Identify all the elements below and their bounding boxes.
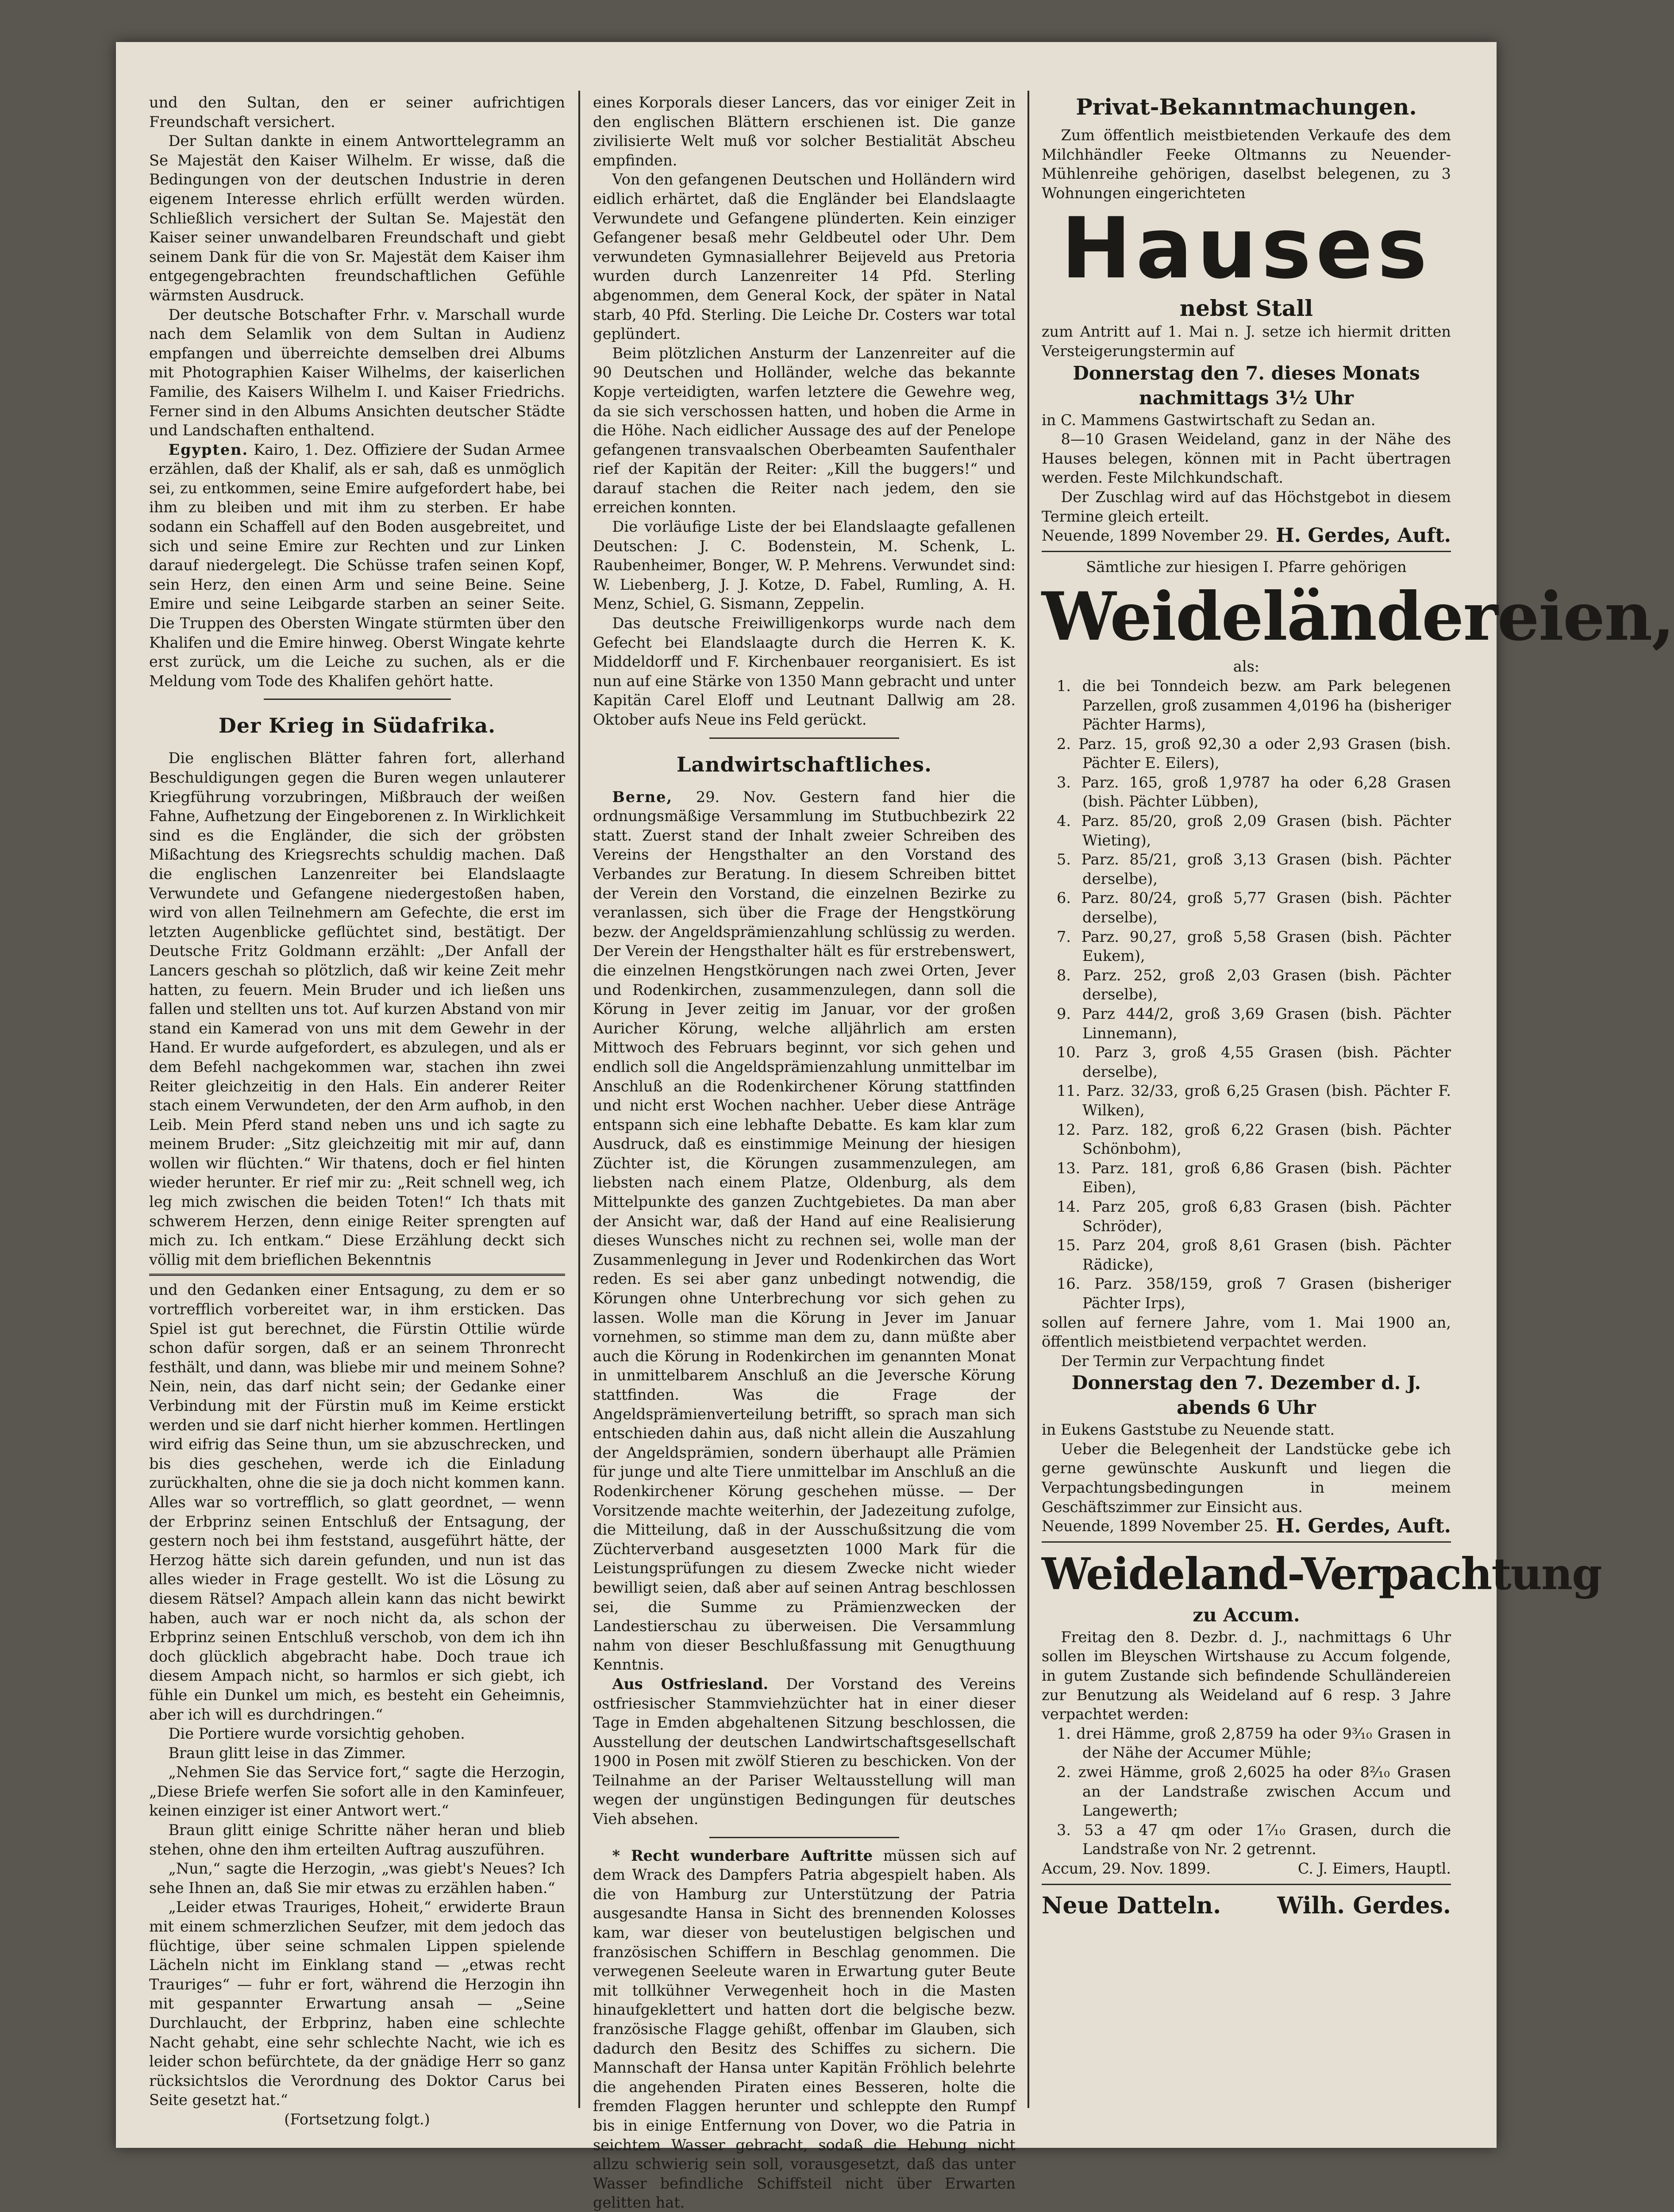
ad1-time: nachmittags 3½ Uhr [1139,387,1354,409]
ad2-place: Neuende, 1899 November 25. [1042,1517,1268,1535]
land-heading: Landwirtschaftliches. [676,752,932,776]
list-item: 8. Parz. 252, groß 2,03 Grasen (bish. Pächter derselbe), [1057,966,1451,1003]
list-item: 2. zwei Hämme, groß 2,6025 ha oder 8²⁄₁₀ Grasen an der Landstraße zwischen Accum und Langewerth; [1057,1763,1451,1820]
recht-text: müssen sich auf dem Wrack des Dampfers Patria abgespielt haben. Als die von Hamburg zur Unterstützung der Patria ausgesandte Hansa in Sicht des brennenden Kolosses kam, war dieser von beutelustigen belgischen und französischen Schiffern in Beschlag genommen. Die verwegenen Seeleute waren in Erwartung guter Beute mit tollkühner Verwegenheit hoch in die Masten hinaufgeklettert und hatten dort die belgische bezw. französische Flagge gehißt, offenbar im Glauben, sich dadurch den Besitz des Schiffes zu sichern. Die Mannschaft der Hansa unter Kapitän Fröhlich belehrte die angehenden Piraten eines Besseren, holte die fremden Flaggen herunter und schleppte den Rumpf bis in einige Entfernung von Dover, wo die Patria in seichtem Wasser gebracht, sodaß die Hebung nicht allzu schwierig sein soll, vorausgesetzt, daß das unter Wasser befindliche Schiffsteil nicht über Erwarten gelitten hat. [593,1847,1016,2212]
ad2-als: als: [1233,658,1260,676]
paragraph: Braun glitt leise in das Zimmer. [168,1744,406,1762]
ad3-signer: C. J. Eimers, Hauptl. [1297,1859,1451,1877]
ad2-parcel-list [1042,676,1451,1313]
ad1-signature [1042,526,1451,545]
paragraph: Die Portiere wurde vorsichtig gehoben. [168,1725,465,1743]
ad1-text: 8—10 Grasen Weideland, ganz in der Nähe des Hauses belegen, können mit in Pacht übertragen werden. Feste Milchkundschaft. [1042,430,1451,487]
ad1-date: Donnerstag den 7. dieses Monats [1073,362,1420,384]
ost-text: Der Vorstand des Vereins ostfriesischer Stammviehzüchter hat in einer dieser Tage in Emden abgehaltenen Sitzung beschlossen, die Ausstellung der deutschen Landwirtschaftsgesellschaft 1900 in Posen mit zwölf Stieren zu beschicken. Von der Teilnahme an der Pariser Weltausstellung will man wegen der ungünstigen Bedingungen für deutsches Vieh absehen. [593,1675,1016,1828]
list-item: 6. Parz. 80/24, groß 5,77 Grasen (bish. Pächter derselbe), [1057,889,1451,926]
list-item: 4. Parz. 85/20, groß 2,09 Grasen (bish. Pächter Wieting), [1057,812,1451,849]
list-item: 7. Parz. 90,27, groß 5,58 Grasen (bish. Pächter Eukem), [1057,928,1451,965]
column-3 [1042,93,1674,2101]
paragraph: Von den gefangenen Deutschen und Holländern wird eidlich erhärtet, daß die Engländer bei Elandslaagte Verwundete und Gefangene plünderten. Kein einziger Gefangener besaß mehr Geldbeutel oder Uhr. Dem verwundeten Gymnasiallehrer Beijeveld aus Pretoria wurden durch Lanzenreiter 14 Pfd. Sterling abgenommen, dem General Kock, der später in Natal starb, 40 Pfd. Sterling. Die Leiche Dr. Costers war total geplündert. [593,171,1016,343]
paragraph: „Nehmen Sie das Service fort,“ sagte die Herzogin, „Diese Briefe werfen Sie sofort alle in den Kaminfeuer, keinen einziger ist einer Antwort wert.“ [149,1763,565,1820]
berne-text: 29. Nov. Gestern fand hier die ordnungsmäßige Versammlung im Stutbuchbezirk 22 statt. Zuerst stand der Inhalt zweier Schreiben des Vereins der Hengsthalter an den Vorstand des Verbandes zur Beratung. In diesem Schreiben bittet der Verein den Vorstand, die einzelnen Bezirke zu veranlassen, sich über die Frage der Hengstkörung bezw. der Angeldsprämienzahlung schlüssig zu werden. Der Verein der Hengsthalter hält es für erstrebenswert, die einzelnen Hengstkörungen nach zwei Orten, Jever und Rodenkirchen, zusammenzulegen, dann soll die Körung in Jever zeitig im Januar, vor der großen Auricher Körung, welche alljährlich am ersten Mittwoch des Februars beginnt, vor sich gehen und endlich soll die Angeldsprämienzahlung unmittelbar im Anschluß an die Rodenkirchener Körung stattfinden und nicht erst Wochen nachher. Ueber diese Anträge entspann sich eine lebhafte Debatte. Es kam klar zum Ausdruck, daß es einstimmige Meinung der hiesigen Züchter ist, die Körungen zusammenzulegen, am liebsten nach einem Platze, Oldenburg, als dem Mittelpunkte des ganzen Zuchtgebietes. Da man aber der Ansicht war, daß der Hand auf eine Realisierung dieses Wunsches nicht zu rechnen sei, wolle man der Zusammenlegung in Jever und Rodenkirchen das Wort reden. Es sei aber ganz unbedingt notwendig, die Körungen ohne Unterbrechung vor sich gehen zu lassen. Wolle man die Körung in Jever im Januar vornehmen, so stimme man dem zu, dann müßte aber auch die Körung in Rodenkirchen im genannten Monat in unmittelbarem Anschluß an die Jeversche Körung stattfinden. Was die Frage der Angeldsprämienverteilung betrifft, so sprach man sich entschieden dahin aus, daß nicht allein die Auszahlung der Angeldsprämien, sondern überhaupt alle Prämien für junge und alte Tiere unmittelbar im Anschluß an die Rodenkirchener Körung geschehen müsse. — Der Vorsitzende machte weiterhin, der Jadezeitung zufolge, die Mitteilung, daß in der Ausschußsitzung die vom Züchterverband ausgesetzten 1000 Mark für die Leistungsprüfungen zu diesem Zwecke nicht wieder bewilligt seien, daß aber auf seinen Antrag beschlossen sei, die Summe zu Prämienzwecken der Landestierschau zu überweisen. Die Versammlung nahm von dieser Beschlußfassung mit Genugthuung Kenntnis. [593,788,1016,1674]
list-item: 11. Parz. 32/33, groß 6,25 Grasen (bish. Pächter F. Wilken), [1057,1082,1451,1119]
ad1-big-title: Hauses [1061,200,1432,298]
column-rule [1027,91,1029,2108]
ad2-big-title: Weideländereien, [1042,578,1674,656]
ad1-text: Der Zuschlag wird auf das Höchstgebot in diesem Termine gleich erteilt. [1042,488,1451,525]
ad1-nebst: nebst Stall [1179,295,1313,322]
paragraph: Beim plötzlichen Ansturm der Lanzenreiter auf die 90 Deutschen und Holländer, welche das bekannte Kopje verteidigten, warfen letztere die Gewehre weg, da sie sich verschossen hatten, und hoben die Arme in die Höhe. Nach eidlicher Aussage des auf der Penelope gefangenen transvaalschen Oberbeamten Saufenthaler rief der Kapitän der Reiter: „Kill the buggers!“ und darauf stachen die Reiter nach jedem, den sie erreichen konnten. [593,344,1016,516]
list-item: 2. Parz. 15, groß 92,30 a oder 2,93 Grasen (bish. Pächter E. Eilers), [1057,735,1451,772]
column-rule [578,91,580,2108]
egypt-text: Kairo, 1. Dez. Offiziere der Sudan Armee erzählen, daß der Khalif, als er sah, daß es unmöglich sei, zu entkommen, seine Emire aufgefordert habe, bei ihm zu bleiben und mit ihm zu sterben. Er habe sodann ein Schaffell auf den Boden ausgebreitet, und sich und seine Emire zur Rechten und zur Linken darauf niedergelegt. Die Schüsse trafen seinen Kopf, sein Herz, den einen Arm und seine Beine. Seine Emire und seine Leibgarde starben an seiner Seite. Die Truppen des Obersten Wingate stürmten über den Khalifen und die Emire hinweg. Oberst Wingate kehrte erst zurück, um die Leiche zu suchen, als er die Meldung vom Tode des Khalifen gehört hatte. [149,441,565,690]
paragraph: eines Korporals dieser Lancers, das vor einiger Zeit in den englischen Blättern erschienen ist. Die ganze zivilisierte Welt muß vor solcher Bestialität Abscheu empfinden. [593,94,1016,169]
ad2-text: Ueber die Belegenheit der Landstücke gebe ich gerne gewünschte Auskunft und liegen die Verpachtungsbedingungen in meinem Geschäftszimmer zur Einsicht aus. [1042,1440,1451,1516]
list-item: 1. drei Hämme, groß 2,8759 ha oder 9³⁄₁₀ Grasen in der Nähe der Accumer Mühle; [1057,1724,1451,1762]
recht-lead: * Recht wunderbare Auftritte [612,1847,873,1864]
paragraph: Die englischen Blätter fahren fort, allerhand Beschuldigungen gegen die Buren wegen unlauterer Kriegführung vorzubringen, Mißbrauch der weißen Fahne, Aufhetzung der Eingeborenen z. In Wirklichkeit sind es die Engländer, die sich der gröbsten Mißachtung des Kriegsrechts schuldig machen. Daß die englischen Lanzenreiter bei Elandslaagte Verwundete und Gefangene niedergestoßen haben, wird von allen Teilnehmern am Gefechte, die erst im letzten Augenblicke geflüchtet sind, bestätigt. Der Deutsche Fritz Goldmann erzählt: „Der Anfall der Lancers geschah so plötzlich, daß wir keine Zeit mehr hatten, zu feuern. Mein Bruder und ich ließen uns fallen und stellten uns tot. Auf kurzen Abstand von mir stand ein Kamerad von uns mit dem Gewehr in der Hand. Er wurde aufgefordert, es abzulegen, und als er dem Befehl nachgekommen war, stachen ihn zwei Reiter gleichzeitig in den Hals. Ein anderer Reiter stach einem Verwundeten, der den Arm aufhob, in den Leib. Mein Pferd stand neben uns und ich sagte zu meinem Bruder: „Sitz gleichzeitig mit mir auf, dann wollen wir flüchten.“ Wir thatens, doch er fiel hinten wieder herunter. Er rief mir zu: „Reit schnell weg, ich leg mich zwischen die beiden Toten!“ Ich thats mit schwerem Herzen, denn einige Reiter sprengten auf mich zu. Ich entkam.“ Diese Erzählung deckt sich völlig mit dem brieflichen Bekenntnis [149,749,565,1268]
ad2-text: Der Termin zur Verpachtung findet [1061,1352,1325,1370]
ad3-big-title: Weideland-Verpachtung [1042,1548,1601,1600]
ad1-place: Neuende, 1899 November 29. [1042,527,1268,545]
ad3-place: Accum, 29. Nov. 1899. [1042,1859,1211,1877]
ad2-time: abends 6 Uhr [1177,1397,1316,1419]
berne-paragraph [593,787,1016,1674]
ad-divider [1042,1884,1451,1885]
ost-lead: Aus Ostfriesland. [612,1675,769,1693]
paragraph: und den Gedanken einer Entsagung, zu dem er so vortrefflich vorbereitet war, in ihm ersticken. Das Spiel ist gut berechnet, die Fürstin Ottilie würde schon dafür sorgen, daß er an seinem Thronrecht festhält, und dann, was bliebe mir und meinem Sohne? Nein, nein, das darf nicht sein; der Gedanke einer Verbindung mit der Fürstin muß im Keime erstickt werden und sie darf nicht hierher kommen. Hertlingen wird eifrig das Seine thun, um sie abzuschrecken, und bis dies geschehen, werde ich die Einladung zurückhalten, ohne die sie ja doch nicht kommen kann. Alles war so vortrefflich, so glatt geordnet, — wenn der Erbprinz seinen Entschluß der Entsagung, der gestern noch bei ihm feststand, ausgeführt hätte, der Herzog hätte sich darein gefunden, und nun ist das alles wieder in Frage gestellt. Wo ist die Lösung zu diesem Rätsel? Ampach allein kann das nicht bewirkt haben, auch war er noch nicht da, als schon der Erbprinz seinen Entschluß verschob, von dem ich ihn doch glücklich abgebracht habe. Doch traue ich diesem Ampach nicht, so harmlos er sich giebt, ich fühle ein Dunkel um mich, es besteht ein Geheimnis, aber ich will es durchdringen.“ [149,1281,565,1723]
divider [264,699,451,700]
krieg-heading: Der Krieg in Südafrika. [218,714,496,738]
footer-left: Neue Datteln. [1042,1892,1221,1919]
list-item: 1. die bei Tonndeich bezw. am Park belegenen Parzellen, groß zusammen 4,0196 ha (bisheriger Pächter Harms), [1057,677,1451,733]
ads-title: Privat-Bekanntmachungen. [1076,94,1417,120]
paragraph: Der Sultan dankte in einem Antworttelegramm an Se Majestät den Kaiser Wilhelm. Er wisse, daß die Bedingungen von der deutschen Industrie in deren eigenem Interesse ehrlich erfüllt werden würden. Schließlich versichert der Sultan Se. Majestät den Kaiser seiner unwandelbaren Freundschaft und giebt seinem Dank für die von Sr. Majestät dem Kaiser ihm entgegengebrachten freundschaftlichen Gefühle wärmsten Ausdruck. [149,132,565,304]
list-item: 14. Parz 205, groß 6,83 Grasen (bish. Pächter Schröder), [1057,1198,1451,1235]
ad1-text: in C. Mammens Gastwirtschaft zu Sedan an. [1042,411,1376,429]
ad2-date: Donnerstag den 7. Dezember d. J. [1071,1372,1421,1394]
list-item: 5. Parz. 85/21, groß 3,13 Grasen (bish. Pächter derselbe), [1057,851,1451,887]
list-item: 10. Parz 3, groß 4,55 Grasen (bish. Pächter derselbe), [1057,1044,1451,1080]
list-item: 13. Parz. 181, groß 6,86 Grasen (bish. Pächter Eiben), [1057,1159,1451,1196]
paragraph: Der deutsche Botschafter Frhr. v. Marschall wurde nach dem Selamlik von dem Sultan in Audienz empfangen und überreichte demselben drei Albums mit Photographien Kaiser Wilhelms, der kaiserlichen Familie, des Kaisers Wilhelm I. und Kaiser Friedrichs. Ferner sind in den Albums Ansichten deutscher Städte und Landschaften enthaltend. [149,306,565,439]
ost-paragraph [593,1674,1016,1829]
paragraph: Die vorläufige Liste der bei Elandslaagte gefallenen Deutschen: J. C. Bodenstein, M. Schenk, L. Raubenheimer, Bonger, W. P. Mehrens. Verwundet sind: W. Liebenberg, J. J. Kotze, D. Fabel, Rumling, A. H. Menz, Schiel, G. Sismann, Zeppelin. [593,518,1016,613]
footer-ad [1042,1890,1451,1921]
ad3-signature [1042,1859,1451,1878]
egypt-paragraph [149,440,565,691]
continued-note: (Fortsetzung folgt.) [284,2110,430,2128]
list-item: 9. Parz 444/2, groß 3,69 Grasen (bish. Pächter Linnemann), [1057,1005,1451,1042]
ad1-signer: H. Gerdes, Auft. [1276,524,1451,547]
ad2-intro: Sämtliche zur hiesigen I. Pfarre gehörigen [1086,558,1407,576]
list-item: 16. Parz. 358/159, groß 7 Grasen (bisheriger Pächter Irps), [1057,1275,1451,1312]
ad3-subtitle: zu Accum. [1193,1604,1300,1626]
list-item: 3. Parz. 165, groß 1,9787 ha oder 6,28 Grasen (bish. Pächter Lübben), [1057,773,1451,810]
ad1-intro: Zum öffentlich meistbietenden Verkaufe des dem Milchhändler Feeke Oltmanns zu Neuender-Mühlenreihe gehörigen, daselbst belegenen, zu 3 Wohnungen eingerichteten [1042,127,1451,202]
feuilleton-divider [149,1274,565,1276]
divider [709,737,900,739]
list-item: 3. 53 a 47 qm oder 1⁷⁄₁₀ Grasen, durch die Landstraße von Nr. 2 getrennt. [1057,1821,1451,1858]
recht-paragraph [593,1846,1016,2212]
newspaper-page [116,42,1674,2212]
ad3-text: Freitag den 8. Dezbr. d. J., nachmittags 6 Uhr sollen im Bleyschen Wirtshause zu Accum folgende, in gutem Zustande sich befindende Schulländereien zur Benutzung als Weideland auf 6 resp. 3 Jahre verpachtet werden: [1042,1628,1451,1723]
footer-right: Wilh. Gerdes. [1277,1892,1451,1919]
ad2-text: sollen auf fernere Jahre, vom 1. Mai 1900 an, öffentlich meistbietend verpachtet werden. [1042,1313,1451,1351]
ad2-signer: H. Gerdes, Auft. [1276,1515,1451,1538]
paragraph: Das deutsche Freiwilligenkorps wurde nach dem Gefecht bei Elandslaagte durch die Herren K. K. Middeldorff und F. Kirchenbauer reorganisiert. Es ist nun auf eine Stärke von 1350 Mann gebracht und unter Kapitän Carel Eloff und Leutnant Dallwig am 28. Oktober aufs Neue ins Feld gerückt. [593,614,1016,728]
berne-lead: Berne, [612,788,673,806]
divider [709,1837,900,1838]
paragraph: „Leider etwas Trauriges, Hoheit,“ erwiderte Braun mit einem schmerzlichen Seufzer, mit dem jedoch das flüchtige, über seine schmalen Lippen spielende Lächeln nicht im Einklang stand — „etwas recht Trauriges“ — fuhr er fort, während die Herzogin ihn mit gespannter Erwartung ansah — „Seine Durchlaucht, der Erbprinz, haben eine schlechte Nacht gehabt, eine sehr schlechte Nacht, wie ich es leider schon befürchtete, da der gnädige Herr so ganz rücksichtslos die Verordnung des Doktor Carus bei Seite gesetzt hat.“ [149,1898,565,2109]
ad-divider [1042,551,1451,552]
paragraph: „Nun,“ sagte die Herzogin, „was giebt's Neues? Ich sehe Ihnen an, daß Sie mir etwas zu erzählen haben.“ [149,1860,565,1897]
list-item: 15. Parz 204, groß 8,61 Grasen (bish. Pächter Rädicke), [1057,1237,1451,1273]
paragraph: Braun glitt einige Schritte näher heran und blieb stehen, ohne den ihm erteilten Auftrag auszuführen. [149,1821,565,1858]
ad-divider [1042,1541,1451,1543]
column-1 [149,93,565,2128]
list-item: 12. Parz. 182, groß 6,22 Grasen (bish. Pächter Schönbohm), [1057,1121,1451,1158]
ad3-list [1042,1724,1451,1859]
column-2 [593,93,1016,2212]
ad1-text: zum Antritt auf 1. Mai n. J. setze ich hiermit dritten Versteigerungstermin auf [1042,323,1451,360]
paragraph: und den Sultan, den er seiner aufrichtigen Freundschaft versichert. [149,94,565,131]
ad2-signature [1042,1517,1451,1536]
egypt-lead: Egypten. [168,441,249,458]
ad2-text: in Eukens Gaststube zu Neuende statt. [1042,1421,1335,1439]
